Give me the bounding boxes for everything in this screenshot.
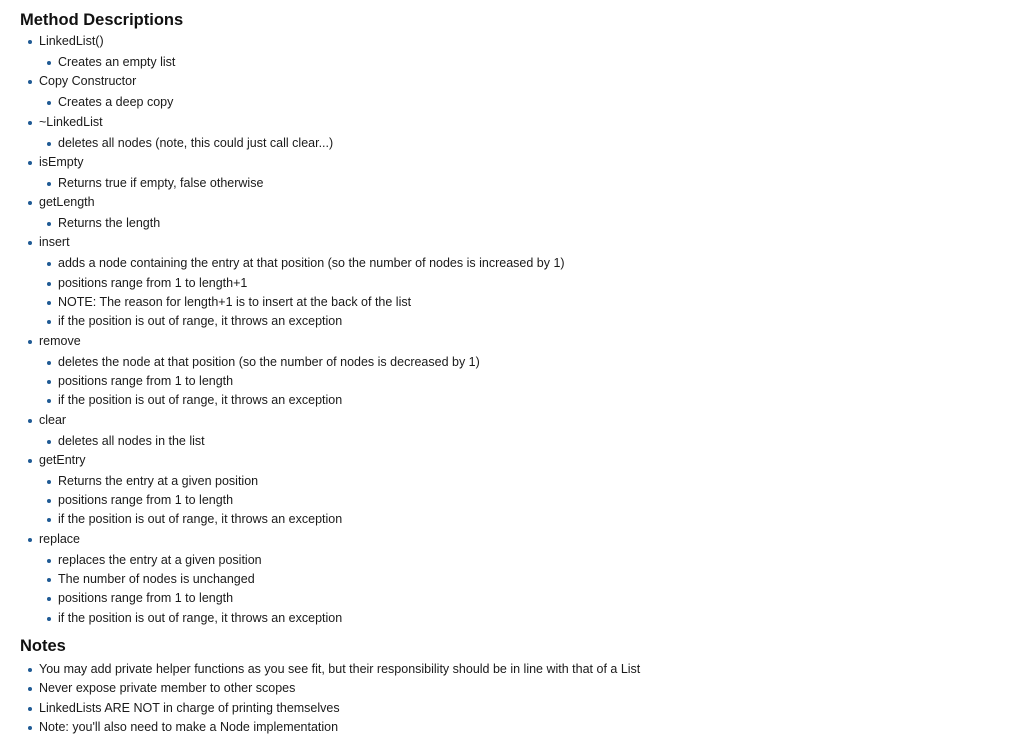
method-item (20, 530, 1010, 628)
method-name: replace (39, 531, 80, 546)
bullet-icon (47, 61, 51, 65)
method-details-list (39, 351, 1010, 410)
method-detail-item (39, 293, 1010, 312)
method-detail-item (39, 391, 1010, 410)
bullet-icon (28, 121, 32, 125)
document-page (20, 8, 1010, 737)
method-detail-item (39, 93, 1010, 112)
note-item (20, 699, 1010, 718)
method-details-list (39, 172, 1010, 193)
bullet-icon (28, 340, 32, 344)
method-detail-text: deletes all nodes in the list (58, 433, 205, 448)
bullet-icon (28, 459, 32, 463)
method-detail-item (39, 174, 1010, 193)
bullet-icon (47, 559, 51, 563)
bullet-icon (47, 222, 51, 226)
method-detail-text: Creates a deep copy (58, 95, 174, 110)
method-item (20, 32, 1010, 72)
note-item (20, 660, 1010, 679)
bullet-icon (47, 262, 51, 266)
method-details-list (39, 52, 1010, 73)
method-detail-item (39, 472, 1010, 491)
method-descriptions-heading: Method Descriptions (20, 11, 184, 29)
method-detail-item (39, 491, 1010, 510)
bullet-icon (47, 399, 51, 403)
bullet-icon (28, 40, 32, 44)
note-text: LinkedLists ARE NOT in charge of printing themselves (39, 700, 340, 715)
method-name: LinkedList() (39, 34, 104, 48)
bullet-icon (28, 726, 32, 730)
method-detail-text: replaces the entry at a given position (58, 552, 262, 567)
method-detail-item (39, 570, 1010, 589)
method-detail-text: adds a node containing the entry at that position (so the number of nodes is increased by 1) (58, 256, 565, 271)
bullet-icon (47, 499, 51, 503)
bullet-icon (28, 538, 32, 542)
method-detail-text: Returns the entry at a given position (58, 473, 259, 488)
method-details-list (39, 430, 1010, 451)
method-detail-item (39, 432, 1010, 451)
method-detail-text: deletes the node at that position (so the number of nodes is decreased by 1) (58, 354, 480, 369)
method-item (20, 72, 1010, 112)
method-name: getLength (39, 195, 95, 210)
method-detail-text: The number of nodes is unchanged (58, 572, 255, 587)
note-text: Never expose private member to other scopes (39, 681, 296, 696)
method-detail-item (39, 551, 1010, 570)
method-name: ~LinkedList (39, 114, 103, 129)
notes-list (20, 660, 1010, 737)
method-detail-item (39, 134, 1010, 153)
bullet-icon (47, 320, 51, 324)
note-item (20, 679, 1010, 698)
method-detail-text: deletes all nodes (note, this could just call clear...) (58, 135, 334, 150)
method-details-list (39, 213, 1010, 234)
bullet-icon (28, 687, 32, 691)
method-detail-text: if the position is out of range, it throws an exception (58, 512, 343, 527)
method-detail-item (39, 510, 1010, 529)
method-details-list (39, 549, 1010, 628)
bullet-icon (28, 241, 32, 245)
method-name: insert (39, 235, 70, 250)
method-detail-text: positions range from 1 to length (58, 493, 234, 508)
bullet-icon (47, 182, 51, 186)
bullet-icon (47, 301, 51, 305)
method-details-list (39, 132, 1010, 153)
method-name: remove (39, 333, 81, 348)
notes-section (20, 634, 1010, 737)
method-detail-item (39, 353, 1010, 372)
bullet-icon (28, 201, 32, 205)
method-item (20, 233, 1010, 331)
bullet-icon (47, 440, 51, 444)
method-name: getEntry (39, 452, 86, 467)
bullet-icon (28, 707, 32, 711)
method-detail-text: NOTE: The reason for length+1 is to insert at the back of the list (58, 295, 412, 310)
method-detail-item (39, 214, 1010, 233)
note-text: You may add private helper functions as you see fit, but their responsibility should be in line with that of a List (39, 661, 641, 676)
bullet-icon (47, 101, 51, 105)
method-details-list (39, 470, 1010, 529)
method-detail-text: if the position is out of range, it throws an exception (58, 393, 343, 408)
bullet-icon (47, 578, 51, 582)
method-detail-item (39, 589, 1010, 608)
method-item (20, 153, 1010, 193)
method-name: isEmpty (39, 154, 84, 169)
methods-list (20, 32, 1010, 628)
method-detail-text: Returns true if empty, false otherwise (58, 175, 264, 190)
method-item (20, 113, 1010, 153)
method-name: clear (39, 412, 67, 427)
method-details-list (39, 92, 1010, 113)
method-detail-item (39, 372, 1010, 391)
bullet-icon (47, 142, 51, 146)
bullet-icon (47, 597, 51, 601)
method-detail-text: if the position is out of range, it throws an exception (58, 314, 343, 329)
method-item (20, 193, 1010, 233)
method-detail-text: Returns the length (58, 216, 161, 231)
bullet-icon (28, 668, 32, 672)
method-item (20, 451, 1010, 530)
method-detail-item (39, 254, 1010, 273)
bullet-icon (28, 161, 32, 165)
method-detail-text: positions range from 1 to length (58, 373, 234, 388)
notes-heading: Notes (20, 636, 66, 655)
bullet-icon (28, 80, 32, 84)
method-detail-text: Creates an empty list (58, 55, 176, 69)
method-detail-item (39, 312, 1010, 331)
bullet-icon (28, 419, 32, 423)
method-detail-item (39, 609, 1010, 628)
method-descriptions-section (20, 8, 1010, 628)
method-details-list (39, 253, 1010, 332)
bullet-icon (47, 380, 51, 384)
method-item (20, 332, 1010, 411)
method-detail-text: positions range from 1 to length+1 (58, 275, 248, 290)
bullet-icon (47, 282, 51, 286)
method-item (20, 411, 1010, 451)
method-detail-text: if the position is out of range, it throws an exception (58, 610, 343, 625)
note-text: Note: you'll also need to make a Node implementation (39, 719, 339, 734)
bullet-icon (47, 361, 51, 365)
bullet-icon (47, 518, 51, 522)
note-item (20, 718, 1010, 737)
method-detail-text: positions range from 1 to length (58, 591, 234, 606)
bullet-icon (47, 617, 51, 621)
method-name: Copy Constructor (39, 74, 137, 89)
method-detail-item (39, 53, 1010, 72)
bullet-icon (47, 480, 51, 484)
method-detail-item (39, 274, 1010, 293)
